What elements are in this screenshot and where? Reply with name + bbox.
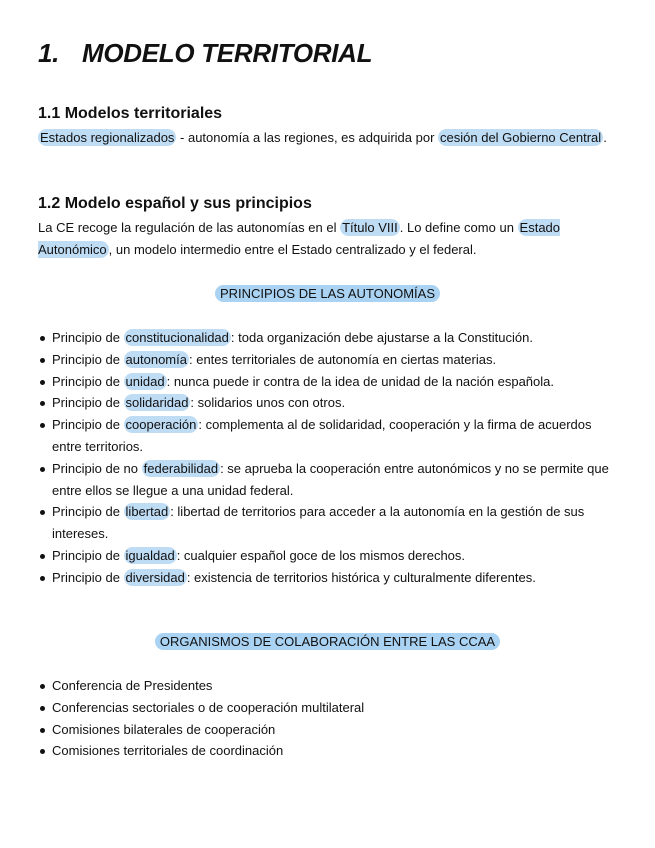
list-item	[38, 327, 612, 349]
title-number: 1.	[38, 38, 60, 68]
highlight-term: solidaridad	[125, 395, 189, 411]
list-item	[38, 545, 612, 567]
highlight-term: constitucionalidad	[125, 330, 229, 345]
item-prefix: Principio de no	[52, 460, 142, 476]
paragraph-text: . Lo define como un	[399, 220, 518, 235]
list-item: Comisiones territoriales de coordinación	[38, 740, 612, 762]
section-heading-1-1: 1.1 Modelos territoriales	[38, 105, 223, 122]
item-description: : toda organización debe ajustarse a la Constitución.	[230, 330, 533, 345]
highlight-term: cesión del Gobierno Central	[440, 130, 602, 145]
item-description: : libertad de territorios para acceder a la autonomía en la gestión de sus intereses.	[52, 504, 585, 542]
item-prefix: Principio de	[52, 351, 124, 367]
list-item	[38, 501, 612, 545]
item-description: : cualquier español goce de los mismos derechos.	[176, 547, 466, 563]
item-description: : entes territoriales de autonomía en ciertas materias.	[188, 351, 497, 367]
item-prefix: Principio de	[52, 330, 124, 345]
section-heading-1-2: 1.2 Modelo español y sus principios	[38, 195, 312, 212]
paragraph-text: .	[603, 130, 607, 145]
highlight-term: diversidad	[125, 569, 185, 585]
highlight-term: Título VIII	[342, 220, 398, 235]
item-prefix: Principio de	[52, 417, 124, 433]
item-description: : nunca puede ir contra de la idea de unidad de la nación española.	[166, 373, 554, 389]
principios-label-text: PRINCIPIOS DE LAS AUTONOMÍAS	[215, 285, 440, 302]
organismos-label-text: ORGANISMOS DE COLABORACIÓN ENTRE LAS CCAA	[155, 633, 500, 650]
organismos-label	[0, 633, 655, 651]
section-1-2-paragraph	[38, 217, 608, 261]
list-item	[38, 458, 612, 502]
item-description: : existencia de territorios histórica y culturalmente diferentes.	[186, 569, 536, 585]
principios-label	[0, 285, 655, 303]
item-description: : complementa al de solidaridad, cooperación y la firma de acuerdos entre territorios.	[52, 417, 592, 454]
item-prefix: Principio de	[52, 547, 124, 563]
highlight-term: cooperación	[125, 417, 197, 433]
list-item: Conferencias sectoriales o de cooperación multilateral	[38, 697, 612, 719]
item-prefix: Principio de	[52, 395, 124, 411]
list-item	[38, 567, 612, 589]
list-item: Comisiones bilaterales de cooperación	[38, 719, 612, 741]
paragraph-text: , un modelo intermedio entre el Estado centralizado y el federal.	[108, 242, 477, 257]
section-1-1-paragraph	[38, 127, 608, 149]
item-description: : solidarios unos con otros.	[190, 395, 346, 411]
page-title	[38, 38, 372, 69]
list-item	[38, 414, 612, 458]
highlight-term: Estado Autonómico	[38, 220, 561, 257]
organismos-list	[38, 675, 612, 762]
highlight-term: autonomía	[125, 351, 187, 367]
list-item: Conferencia de Presidentes	[38, 675, 612, 697]
list-item	[38, 392, 612, 414]
highlight-term: libertad	[125, 504, 169, 520]
item-prefix: Principio de	[52, 504, 124, 520]
highlight-term: igualdad	[125, 547, 175, 563]
highlight-term: Estados regionalizados	[40, 130, 175, 145]
highlight-term: unidad	[125, 373, 165, 389]
highlight-term: federabilidad	[143, 460, 219, 476]
item-prefix: Principio de	[52, 569, 124, 585]
title-text: MODELO TERRITORIAL	[82, 38, 373, 68]
list-item	[38, 349, 612, 371]
principios-list	[38, 327, 612, 589]
paragraph-text: La CE recoge la regulación de las autonomías en el	[38, 220, 341, 235]
paragraph-text: - autonomía a las regiones, es adquirida por	[176, 130, 439, 145]
item-description: : se aprueba la cooperación entre autonómicos y no se permite que entre ellos se llegue a una unidad federal.	[52, 460, 609, 498]
item-prefix: Principio de	[52, 373, 124, 389]
list-item	[38, 371, 612, 393]
